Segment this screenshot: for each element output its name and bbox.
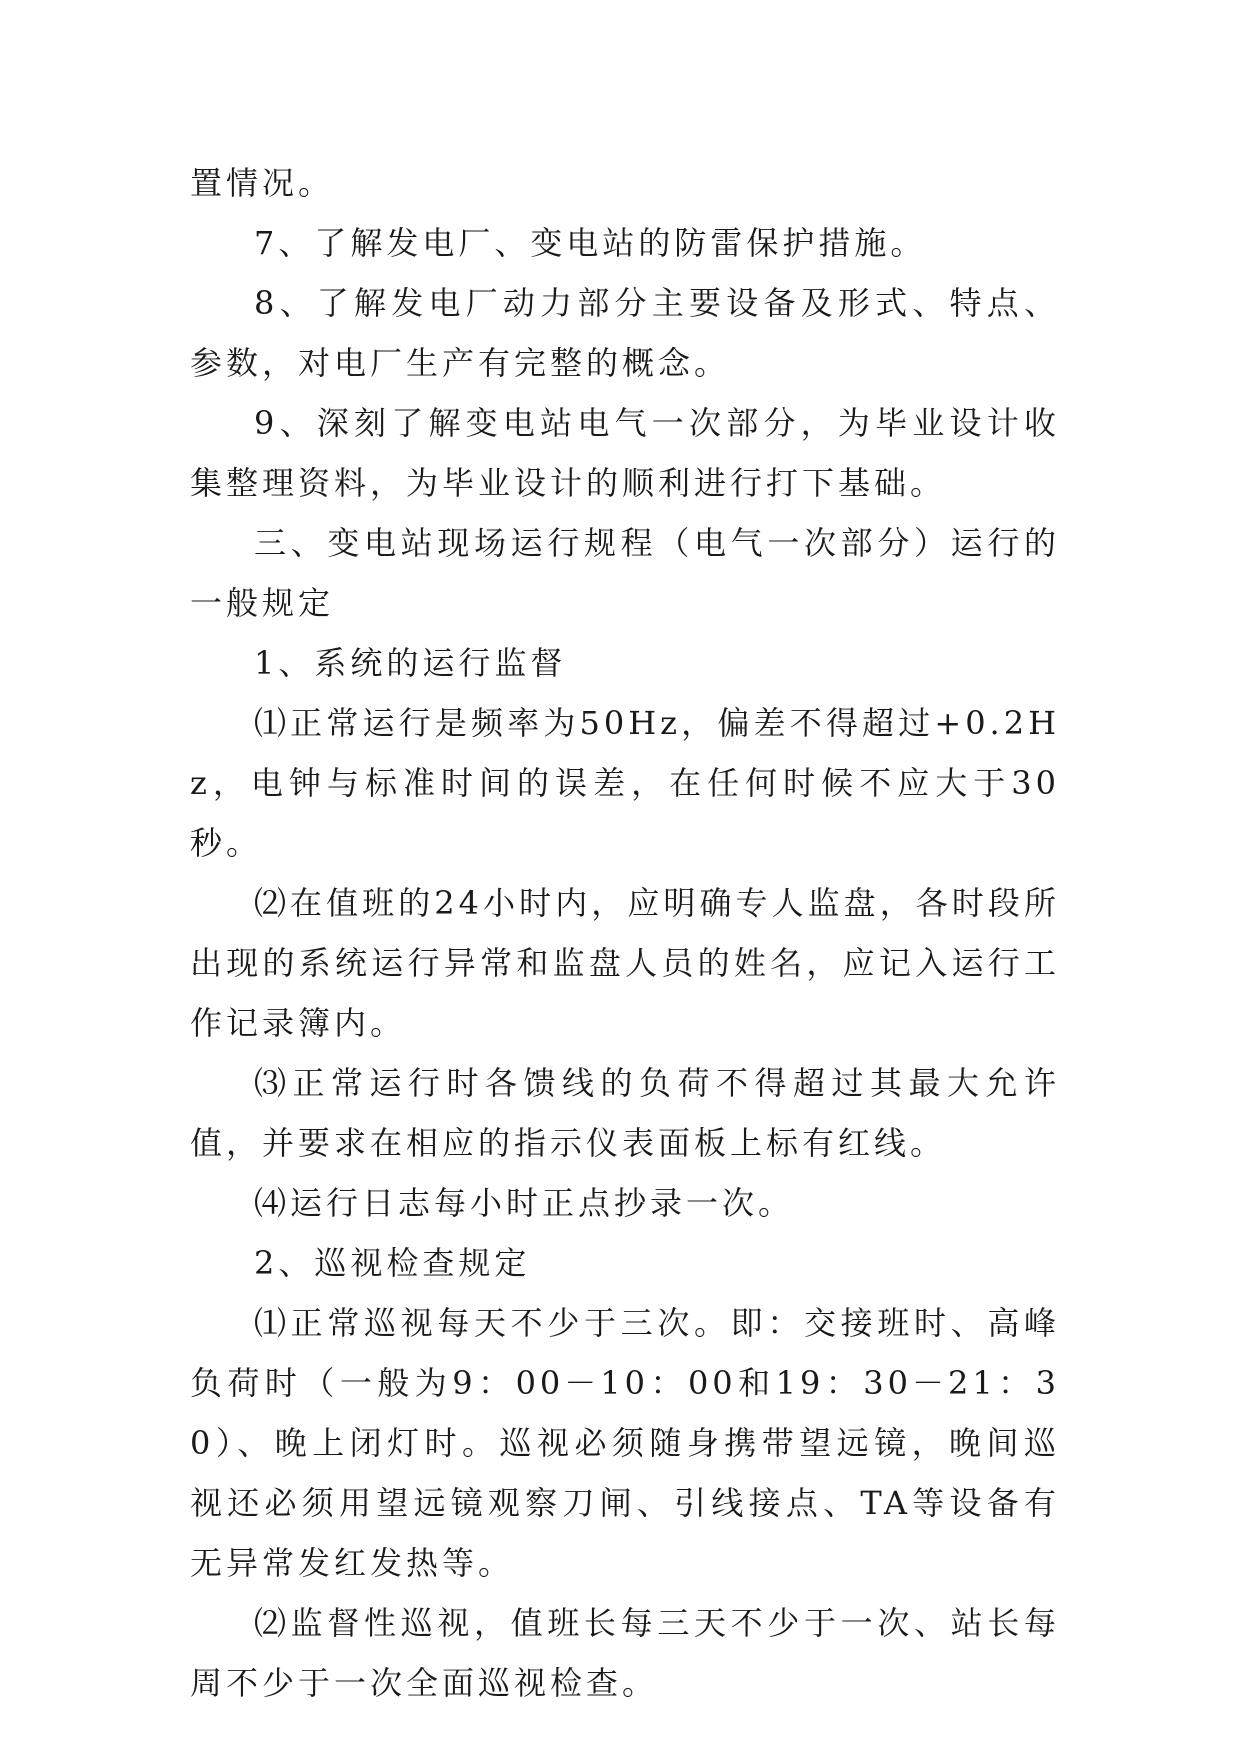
paragraph-item-9: 9、深刻了解变电站电气一次部分，为毕业设计收集整理资料，为毕业设计的顺利进行打下基础。 [190, 404, 1060, 502]
paragraph-frequency-rule: ⑴正常运行是频率为50Hz，偏差不得超过+0.2Hz，电钟与标准时间的误差，在任何时候不应大于30秒。 [190, 704, 1060, 862]
body-text [190, 153, 1060, 1713]
paragraph-duty-monitoring: ⑵在值班的24小时内，应明确专人监盘，各时段所出现的系统运行异常和监盘人员的姓名，应记入运行工作记录簿内。 [190, 884, 1060, 1042]
paragraph-normal-inspection: ⑴正常巡视每天不少于三次。即：交接班时、高峰负荷时（一般为9：00－10：00和19：30－21：30）、晚上闭灯时。巡视必须随身携带望远镜，晚间巡视还必须用望远镜观察刀闸、引线接点、TA等设备有无异常发红发热等。 [190, 1304, 1060, 1582]
paragraph-supervisory-inspection: ⑵监督性巡视，值班长每三天不少于一次、站长每周不少于一次全面巡视检查。 [190, 1604, 1060, 1702]
section-heading-3: 三、变电站现场运行规程（电气一次部分）运行的一般规定 [190, 524, 1060, 622]
paragraph-item-7: 7、了解发电厂、变电站的防雷保护措施。 [254, 224, 927, 262]
paragraph-feeder-load: ⑶正常运行时各馈线的负荷不得超过其最大允许值，并要求在相应的指示仪表面板上标有红线。 [190, 1064, 1060, 1162]
subheading-inspection-rules: 2、巡视检查规定 [254, 1244, 531, 1282]
paragraph-log-record: ⑷运行日志每小时正点抄录一次。 [254, 1184, 795, 1222]
subheading-system-monitoring: 1、系统的运行监督 [254, 644, 567, 682]
paragraph-item-8: 8、了解发电厂动力部分主要设备及形式、特点、参数，对电厂生产有完整的概念。 [190, 284, 1060, 382]
paragraph-continuation: 置情况。 [190, 164, 335, 202]
